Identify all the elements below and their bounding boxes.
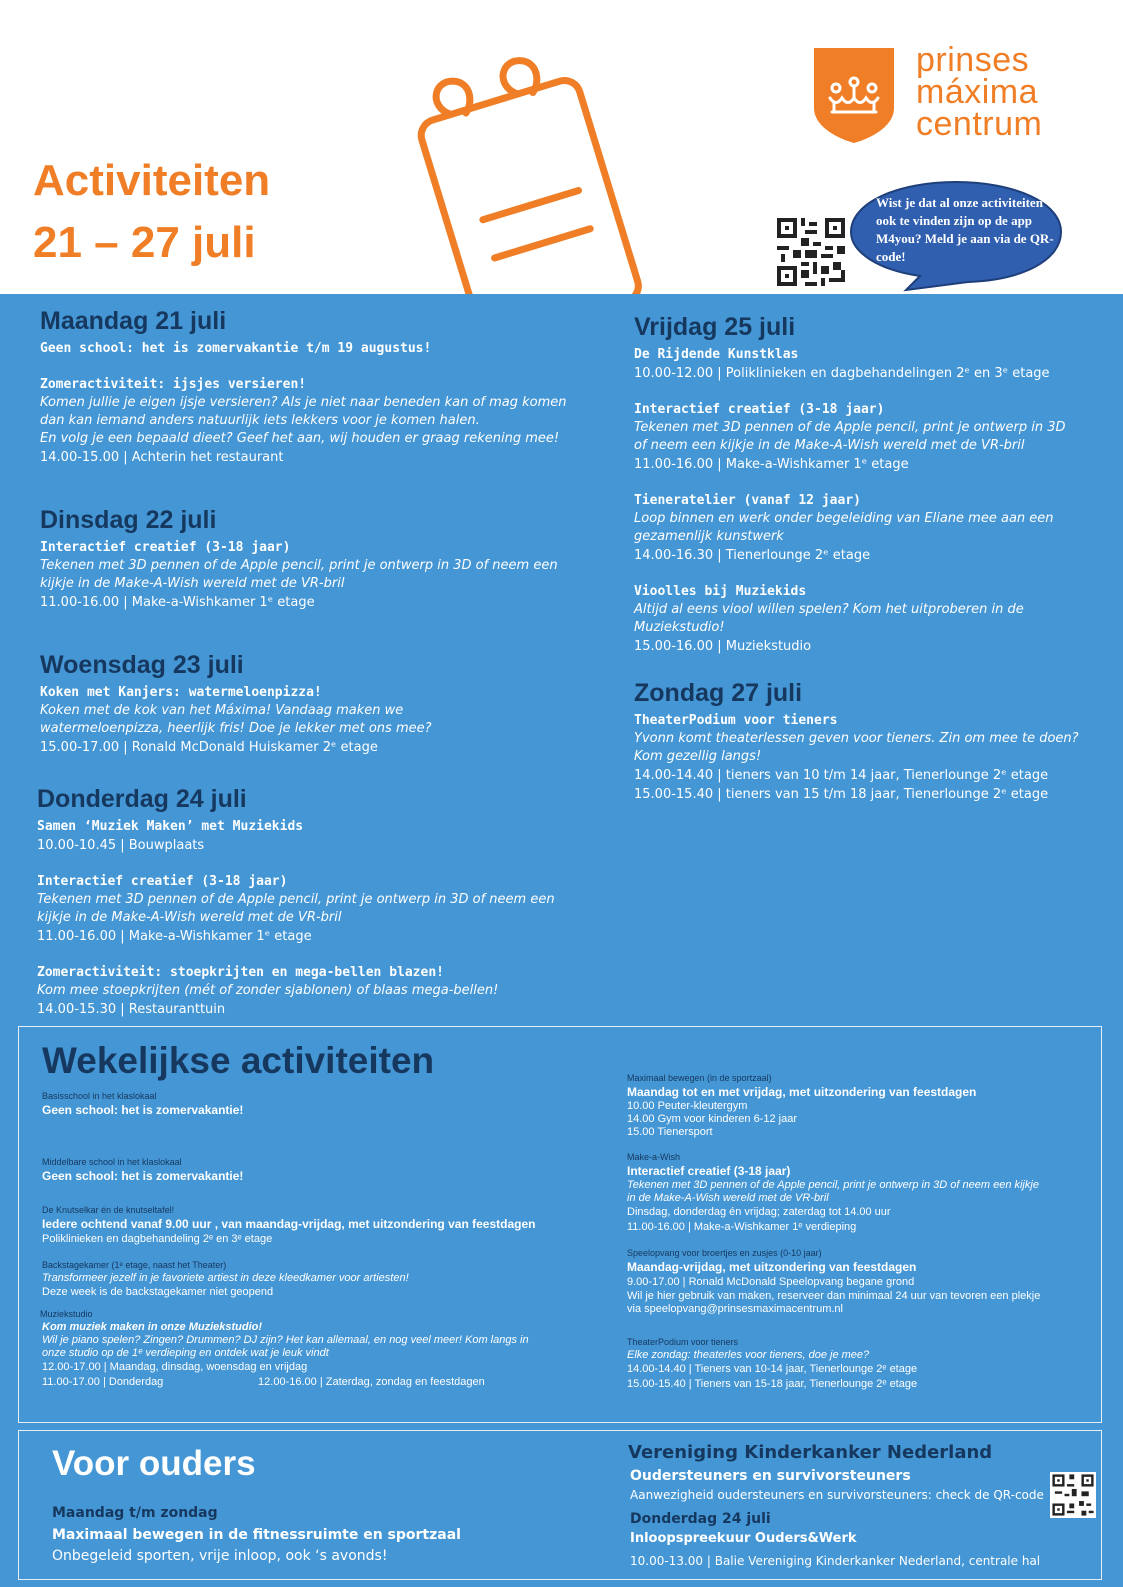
activity-time: 14.00-16.30 | Tienerlounge 2ᵉ etage [634,548,871,563]
weekly-line: 14.00 Gym voor kinderen 6-12 jaar [627,1113,797,1125]
weekly-title: Maandag tot en met vrijdag, met uitzondering van feestdagen [627,1085,977,1099]
activity-title: Interactief creatief (3-18 jaar) [37,874,288,889]
day-heading-sunday: Zondag 27 juli [634,679,803,707]
weekly-title: Interactief creatief (3-18 jaar) [627,1164,791,1178]
right-column [634,312,1104,804]
activity-desc: Kom mee stoepkrijten (mét of zonder sjablonen) of blaas mega-bellen! [37,983,499,998]
activity-desc: Tekenen met 3D pennen of de Apple pencil, print je ontwerp in 3D [634,420,1066,435]
weekly-line: via speelopvang@prinsesmaximacentrum.nl [627,1303,843,1315]
logo-shield-icon [812,46,896,144]
activity-time: 14.00-15.30 | Restauranttuin [37,1002,226,1017]
activity-title: Tieneratelier (vanaf 12 jaar) [634,493,861,508]
activity-desc: dan kan iemand anders natuurlijk iets lekkers voor je komen halen. [40,413,480,428]
qr-code-icon[interactable] [773,214,849,290]
parents-desc: Onbegeleid sporten, vrije inloop, ook ‘s avonds! [52,1548,388,1564]
parents-title: Maximaal bewegen in de fitnessruimte en sportzaal [52,1527,461,1543]
bubble-text: Wist je dat al onze activiteiten ook te vinden zijn op de app M4you? Meld je aan via de QR-code! [876,195,1054,264]
weekly-category: Middelbare school in het klaslokaal [42,1157,182,1167]
vkn-qr-code-icon[interactable] [1050,1472,1096,1518]
weekly-desc: Wil je piano spelen? Zingen? Drummen? DJ zijn? Het kan allemaal, en nog veel meer! Kom langs in [42,1334,529,1346]
weekly-category: Basisschool in het klaslokaal [42,1091,157,1101]
page-title-line1: Activiteiten [33,156,271,205]
weekly-category: Maximaal bewegen (in de sportzaal) [627,1073,772,1083]
left-column-thursday [37,784,617,1019]
logo-text [916,41,1043,143]
activity-desc: Komen jullie je eigen ijsje versieren? Als je niet naar beneden kan of mag komen [40,395,567,410]
activity-desc: kijkje in de Make-A-Wish wereld met de VR-bril [37,910,342,925]
weekly-title: Maandag-vrijdag, met uitzondering van feestdagen [627,1260,917,1274]
activity-title: Samen ‘Muziek Maken’ met Muziekids [37,819,304,834]
weekly-title: Kom muziek maken in onze Muziekstudio! [42,1321,263,1333]
weekly-category: Speelopvang voor broertjes en zusjes (0-10 jaar) [627,1248,822,1258]
header [0,0,1123,294]
left-column [40,306,610,757]
vkn-heading: Vereniging Kinderkanker Nederland [628,1442,993,1463]
weekly-line: 9.00-17.00 | Ronald McDonald Speelopvang begane grond [627,1276,915,1288]
weekly-line: Dinsdag, donderdag én vrijdag; zaterdag tot 14.00 uur [627,1206,891,1218]
weekly-line: 11.00-16.00 | Make-a-Wishkamer 1ᵉ verdieping [627,1221,857,1233]
weekly-title: Geen school: het is zomervakantie! [42,1169,244,1183]
weekly-right [627,1072,1097,1392]
activity-time: 10.00-12.00 | Poliklinieken en dagbehandelingen 2ᵉ en 3ᵉ etage [634,366,1050,381]
day-heading-thursday: Donderdag 24 juli [37,785,247,813]
weekly-line: 11.00-17.00 | Donderdag 12.00-16.00 | Zaterdag, zondag en feestdagen [42,1376,485,1388]
day-heading-tuesday: Dinsdag 22 juli [40,506,217,534]
activity-time: 14.00-15.00 | Achterin het restaurant [40,450,284,465]
activity-title: Geen school: het is zomervakantie t/m 19 augustus! [40,341,432,356]
weekly-line: Wil je hier gebruik van maken, reserveer dan minimaal 24 uur van tevoren een plekje [627,1290,1041,1302]
weekly-line: 10.00 Peuter-kleutergym [627,1100,748,1112]
vkn-day: Donderdag 24 juli [630,1511,771,1527]
vkn-line: 10.00-13.00 | Balie Vereniging Kinderkanker Nederland, centrale hal [630,1554,1041,1568]
logo-line1: prinses [916,41,1030,79]
activity-desc: Altijd al eens viool willen spelen? Kom het uitproberen in de [634,602,1024,617]
activity-title: De Rijdende Kunstklas [634,347,799,362]
parents-heading: Voor ouders [52,1444,256,1483]
activity-desc: kijkje in de Make-A-Wish wereld met de VR-bril [40,576,345,591]
activity-desc: Muziekstudio! [634,620,725,635]
weekly-heading: Wekelijkse activiteiten [42,1040,435,1081]
activity-time: 11.00-16.00 | Make-a-Wishkamer 1ᵉ etage [634,457,909,472]
activity-desc: Koken met de kok van het Máxima! Vandaag maken we [40,703,404,718]
weekly-line: 14.00-14.40 | Tieners van 10-14 jaar, Tienerlounge 2ᵉ etage [627,1363,918,1375]
logo-line2: máxima [916,73,1039,111]
parents-content [52,1502,612,1566]
activity-title: Interactief creatief (3-18 jaar) [634,402,885,417]
activity-desc: Kom gezellig langs! [634,749,762,764]
logo-line3: centrum [916,105,1043,143]
activity-desc: of neem een kijkje in de Make-A-Wish wereld met de VR-bril [634,438,1025,453]
weekly-category: De Knutselkar én de knutseltafel! [42,1205,175,1215]
activity-desc: gezamenlijk kunstwerk [634,529,784,544]
weekly-line: 15.00-15.40 | Tieners van 15-18 jaar, Tienerlounge 2ᵉ etage [627,1378,918,1390]
parents-subheading: Maandag t/m zondag [52,1505,218,1521]
weekly-category: TheaterPodium voor tieners [627,1337,739,1347]
activity-time: 10.00-10.45 | Bouwplaats [37,838,205,853]
weekly-desc: Elke zondag: theaterles voor tieners, doe je mee? [627,1349,870,1361]
activity-time: 15.00-15.40 | tieners van 15 t/m 18 jaar, Tienerlounge 2ᵉ etage [634,787,1049,802]
day-heading-friday: Vrijdag 25 juli [634,313,796,341]
activity-desc: Tekenen met 3D pennen of de Apple pencil, print je ontwerp in 3D of neem een [40,558,558,573]
weekly-desc: Tekenen met 3D pennen of de Apple pencil, print je ontwerp in 3D of neem een kijkje [627,1179,1039,1191]
activity-time: 11.00-16.00 | Make-a-Wishkamer 1ᵉ etage [37,929,312,944]
page-title-line2: 21 – 27 juli [33,218,256,267]
activity-time: 15.00-17.00 | Ronald McDonald Huiskamer 2ᵉ etage [40,740,378,755]
weekly-category: Backstagekamer (1ᵉ etage, naast het Theater) [42,1260,227,1270]
activity-title: Interactief creatief (3-18 jaar) [40,540,291,555]
activity-title: Zomeractiviteit: ijsjes versieren! [40,377,307,392]
weekly-desc: in de Make-A-Wish wereld met de VR-bril [627,1192,829,1204]
activity-desc: En volg je een bepaald dieet? Geef het aan, wij houden er graag rekening mee! [40,431,560,446]
weekly-desc: onze studio op de 1ᵉ verdieping en ontdek wat je leuk vindt [42,1347,329,1359]
activity-time: 14.00-14.40 | tieners van 10 t/m 14 jaar, Tienerlounge 2ᵉ etage [634,768,1049,783]
vkn-desc: Aanwezigheid oudersteuners en survivorsteuners: check de QR-code [630,1488,1044,1502]
activity-desc: Tekenen met 3D pennen of de Apple pencil, print je ontwerp in 3D of neem een [37,892,555,907]
activity-time: 15.00-16.00 | Muziekstudio [634,639,812,654]
activity-desc: watermeloenpizza, heerlijk fris! Doe je lekker met ons mee? [40,721,432,736]
weekly-category: Make-a-Wish [627,1152,681,1162]
vkn-title2: Inloopspreekuur Ouders&Werk [630,1531,857,1546]
activity-desc: Loop binnen en werk onder begeleiding van Eliane mee aan een [634,511,1054,526]
activity-time: 11.00-16.00 | Make-a-Wishkamer 1ᵉ etage [40,595,315,610]
vkn-content [628,1440,1058,1570]
weekly-line: 12.00-17.00 | Maandag, dinsdag, woensdag en vrijdag [42,1361,308,1373]
page-title [33,150,270,274]
activity-title: Vioolles bij Muziekids [634,584,807,599]
weekly-desc: Transformeer jezelf in je favoriete artiest in deze kleedkamer voor artiesten! [42,1272,409,1284]
weekly-title: Iedere ochtend vanaf 9.00 uur , van maandag-vrijdag, met uitzondering van feestdagen [42,1217,536,1231]
activity-desc: Yvonn komt theaterlessen geven voor tieners. Zin om mee te doen? [634,731,1079,746]
vkn-title: Oudersteuners en survivorsteuners [630,1468,911,1484]
weekly-line: 15.00 Tienersport [627,1126,713,1138]
weekly-category: Muziekstudio [40,1309,93,1319]
activity-title: Zomeractiviteit: stoepkrijten en mega-bellen blazen! [37,965,444,980]
activity-title: TheaterPodium voor tieners [634,713,838,728]
weekly-title: Geen school: het is zomervakantie! [42,1103,244,1117]
day-heading-wednesday: Woensdag 23 juli [40,651,244,679]
weekly-line: Poliklinieken en dagbehandeling 2ᵉ en 3ᵉ etage [42,1233,273,1245]
activity-title: Koken met Kanjers: watermeloenpizza! [40,685,322,700]
weekly-line: Deze week is de backstagekamer niet geopend [42,1286,274,1298]
weekly-left [42,1090,602,1390]
day-heading-monday: Maandag 21 juli [40,307,227,335]
